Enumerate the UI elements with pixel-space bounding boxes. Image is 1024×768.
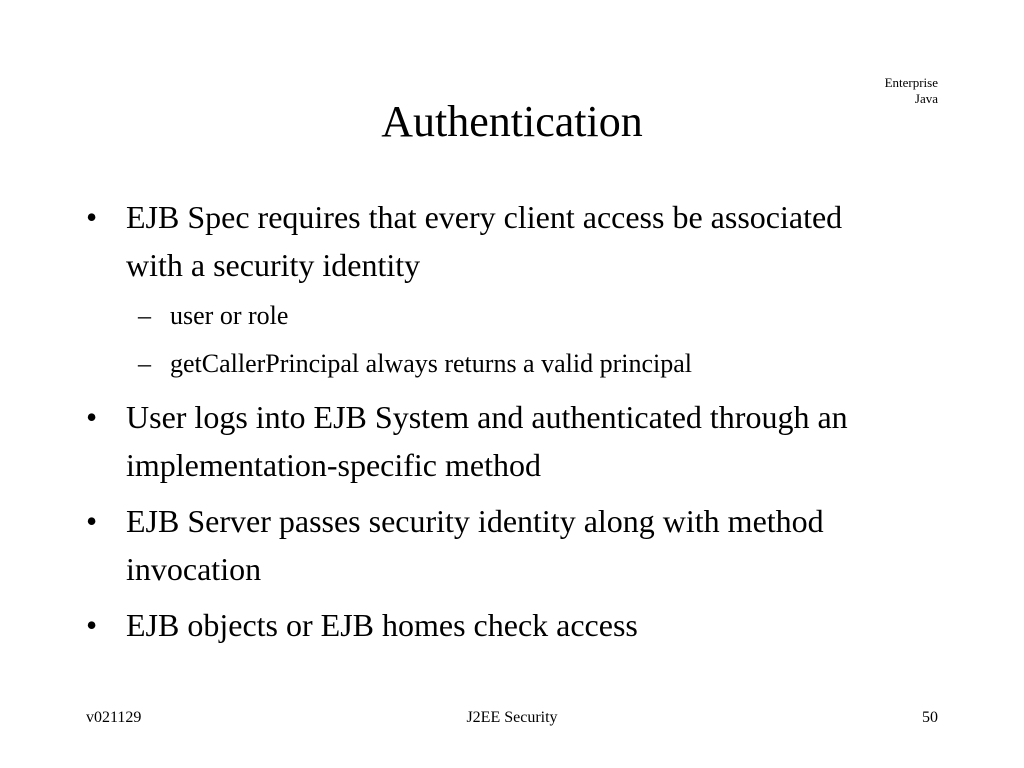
slide-title: Authentication (381, 97, 643, 146)
bullet-text: EJB Spec requires that every client access be associated with a security identity (126, 199, 843, 283)
sub-bullet-text: user or role (170, 301, 289, 330)
corner-label-line-1: Enterprise (884, 75, 938, 90)
bullet-marker: • (86, 399, 98, 435)
footer-version: v021129 (86, 709, 142, 726)
corner-label-line-2: Java (914, 91, 938, 106)
bullet-item (86, 193, 886, 289)
bullet-marker: • (86, 199, 98, 235)
sub-bullet-text: getCallerPrincipal always returns a valid principal (170, 349, 692, 378)
bullet-item (86, 601, 886, 649)
bullet-marker: • (86, 503, 98, 539)
bullet-text: EJB objects or EJB homes check access (126, 607, 638, 643)
bullet-item (86, 497, 886, 593)
bullet-text: User logs into EJB System and authenticated through an implementation-specific method (126, 399, 848, 483)
sub-bullet-marker: – (138, 349, 151, 378)
bullet-text: EJB Server passes security identity along with method invocation (126, 503, 824, 587)
bullet-list (86, 193, 886, 657)
sub-bullet-item (86, 297, 886, 335)
page-number: 50 (922, 709, 938, 726)
sub-bullet-item (86, 345, 886, 383)
bullet-marker: • (86, 607, 98, 643)
footer-title: J2EE Security (466, 709, 558, 726)
sub-bullet-marker: – (138, 301, 151, 330)
bullet-item (86, 393, 886, 489)
